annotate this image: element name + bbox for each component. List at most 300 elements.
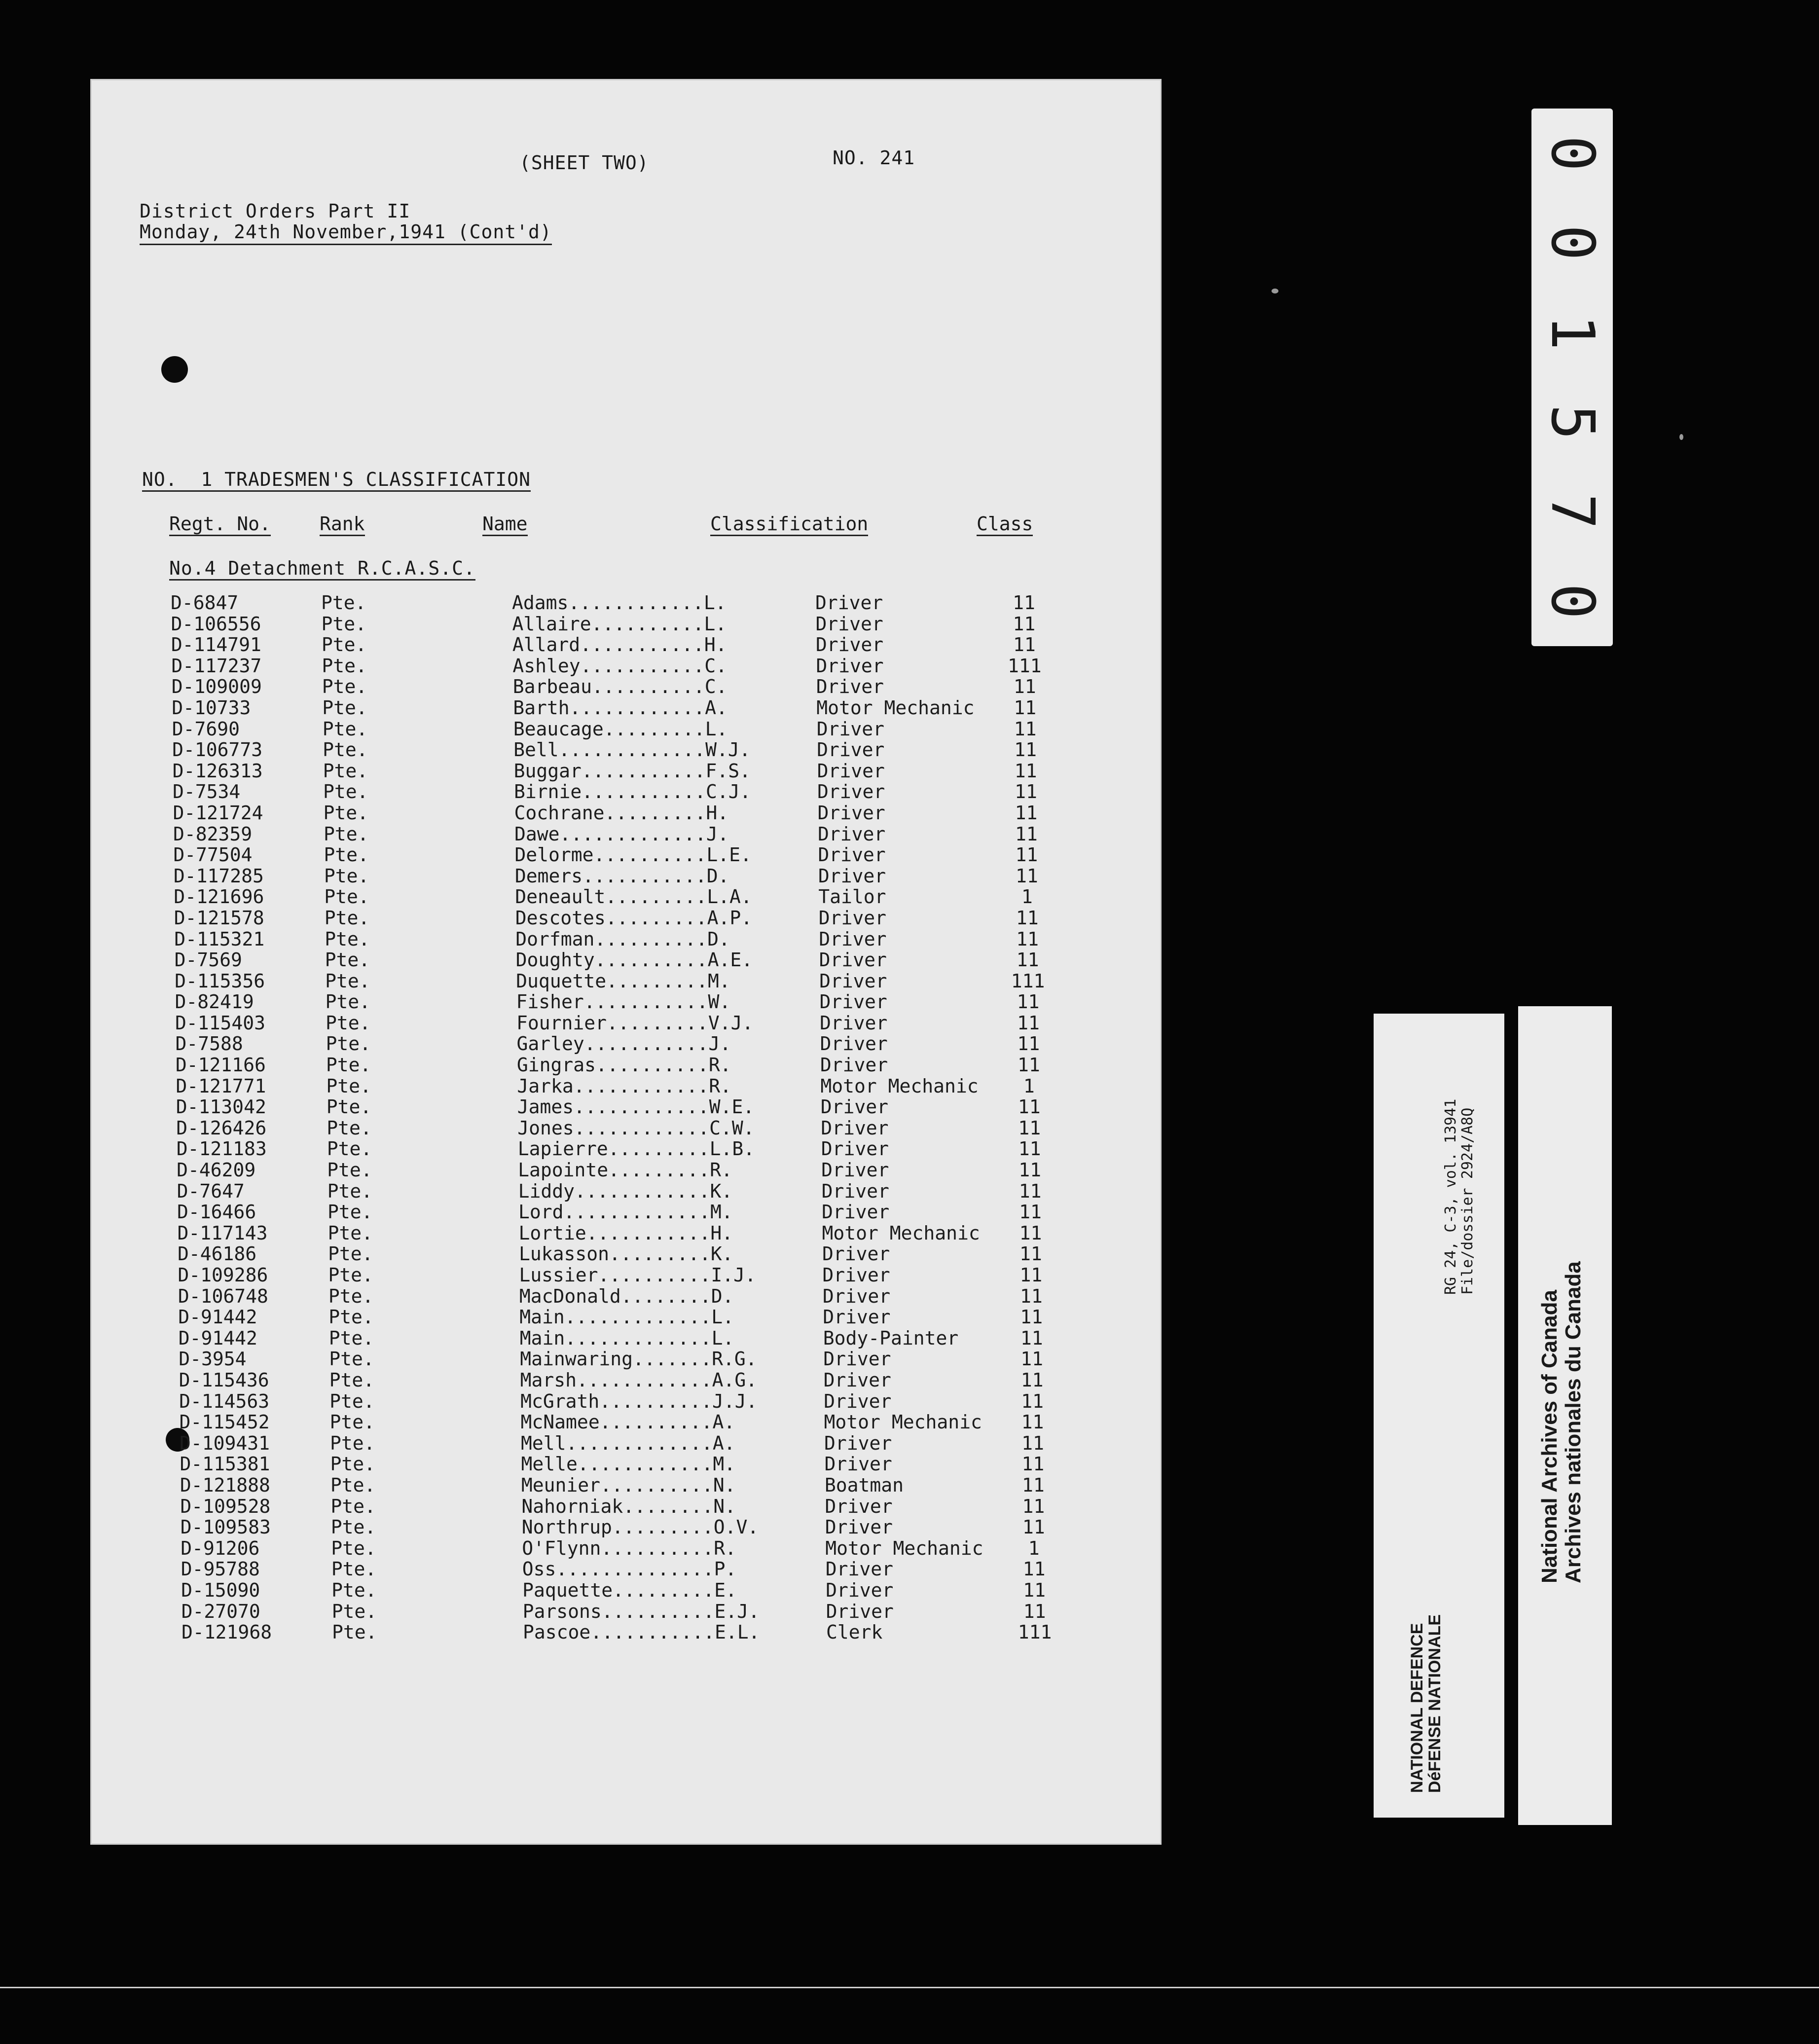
- rank-cell: Pte.: [330, 1453, 375, 1475]
- national-archives-label: [1518, 1006, 1612, 1825]
- rank-cell: Pte.: [329, 1369, 375, 1391]
- class-cell: 11: [1020, 1348, 1044, 1370]
- regt-cell: D-121696: [174, 886, 264, 908]
- regt-cell: D-3954: [179, 1348, 247, 1370]
- name-cell: Ashley...........C.: [512, 655, 728, 677]
- regt-cell: D-10733: [172, 696, 251, 719]
- class-cell: 11: [1014, 760, 1037, 782]
- rank-cell: Pte.: [330, 1474, 376, 1496]
- table-row: [174, 907, 1136, 928]
- rank-cell: Pte.: [325, 970, 370, 992]
- rank-cell: Pte.: [324, 907, 370, 929]
- regt-cell: D-109583: [180, 1516, 271, 1538]
- class-cell: 11: [1018, 1054, 1040, 1076]
- class-cell: 11: [1017, 991, 1040, 1013]
- film-speck: [1272, 289, 1278, 293]
- regt-cell: D-121183: [176, 1138, 267, 1160]
- name-cell: Nahorniak........N.: [521, 1495, 736, 1517]
- classification-cell: Driver: [820, 1012, 888, 1034]
- regt-cell: D-117237: [171, 655, 262, 677]
- rank-cell: Pte.: [329, 1390, 375, 1412]
- name-cell: Cochrane.........H.: [514, 802, 729, 824]
- name-cell: Paquette.........E.: [522, 1579, 737, 1601]
- name-cell: Lapointe.........R.: [518, 1159, 732, 1181]
- table-row: [178, 1306, 1140, 1327]
- table-row: [173, 844, 1135, 865]
- classification-cell: Driver: [817, 802, 885, 824]
- classification-cell: Driver: [818, 844, 886, 866]
- rank-cell: Pte.: [322, 696, 367, 719]
- nd-line2: DéFENSE NATIONALE: [1425, 1614, 1444, 1793]
- rank-cell: Pte.: [328, 1306, 374, 1328]
- classification-cell: Driver: [821, 1117, 889, 1139]
- nd-line1: NATIONAL DEFENCE: [1408, 1623, 1426, 1793]
- name-cell: Lukasson.........K.: [518, 1243, 733, 1265]
- rank-cell: Pte.: [324, 865, 369, 887]
- class-cell: 11: [1014, 696, 1037, 719]
- rank-cell: Pte.: [321, 613, 366, 635]
- name-cell: Lapierre.........L.B.: [517, 1138, 755, 1160]
- rank-cell: Pte.: [331, 1579, 377, 1601]
- regt-cell: D-121166: [175, 1054, 266, 1076]
- name-cell: Jarka............R.: [517, 1075, 732, 1097]
- regt-cell: D-115403: [175, 1012, 266, 1034]
- table-row: [172, 739, 1134, 760]
- name-cell: Barbeau..........C.: [512, 676, 728, 698]
- table-row: [179, 1348, 1140, 1369]
- classification-cell: Driver: [825, 1516, 893, 1538]
- column-header-name: Name: [482, 513, 528, 536]
- regt-cell: D-109431: [180, 1432, 270, 1454]
- name-cell: Adams............L.: [512, 592, 727, 614]
- table-row: [178, 1264, 1139, 1285]
- table-row: [175, 1012, 1137, 1033]
- rank-cell: Pte.: [330, 1432, 375, 1454]
- name-cell: McGrath..........J.J.: [520, 1390, 758, 1412]
- regt-cell: D-109528: [180, 1495, 271, 1517]
- table-row: [175, 991, 1137, 1012]
- table-row: [179, 1327, 1140, 1349]
- regt-cell: D-91442: [178, 1327, 257, 1349]
- regt-cell: D-6847: [171, 592, 239, 614]
- name-cell: Doughty..........A.E.: [515, 949, 753, 971]
- name-cell: Jones............C.W.: [517, 1117, 755, 1139]
- rank-cell: Pte.: [325, 991, 371, 1013]
- class-cell: 11: [1017, 1012, 1040, 1034]
- rank-cell: Pte.: [323, 823, 369, 845]
- name-cell: Dorfman..........D.: [515, 928, 730, 950]
- rank-cell: Pte.: [332, 1621, 377, 1643]
- table-row: [181, 1558, 1143, 1579]
- class-cell: 11: [1014, 739, 1037, 761]
- classification-cell: Driver: [816, 718, 884, 740]
- rank-cell: Pte.: [327, 1117, 372, 1139]
- rank-cell: Pte.: [331, 1537, 376, 1559]
- table-row: [171, 592, 1132, 613]
- table-row: [177, 1138, 1138, 1159]
- classification-cell: Driver: [820, 1054, 888, 1076]
- classification-cell: Driver: [822, 1285, 891, 1307]
- table-row: [174, 928, 1136, 949]
- table-row: [176, 1096, 1138, 1117]
- table-row: [176, 1054, 1137, 1075]
- table-row: [172, 718, 1134, 739]
- classification-cell: Driver: [815, 592, 883, 614]
- regt-cell: D-77504: [173, 844, 253, 866]
- roster-table: [171, 592, 1132, 1642]
- rank-cell: Pte.: [327, 1159, 372, 1181]
- regt-cell: D-126313: [172, 760, 263, 782]
- class-cell: 11: [1018, 1117, 1041, 1139]
- name-cell: James............W.E.: [517, 1096, 755, 1118]
- table-row: [171, 634, 1133, 655]
- rank-cell: Pte.: [326, 1012, 371, 1034]
- classification-cell: Driver: [823, 1348, 891, 1370]
- name-cell: Melle............M.: [521, 1453, 736, 1475]
- document-page: [90, 79, 1162, 1845]
- rank-cell: Pte.: [324, 844, 369, 866]
- table-row: [181, 1537, 1142, 1559]
- na-line2: Archives nationales du Canada: [1561, 1261, 1585, 1583]
- regt-cell: D-115436: [179, 1369, 269, 1391]
- class-cell: 11: [1020, 1369, 1044, 1391]
- name-cell: Birnie...........C.J.: [514, 781, 751, 803]
- class-cell: 11: [1023, 1579, 1046, 1601]
- name-cell: Beaucage.........L.: [513, 718, 728, 740]
- name-cell: Lortie...........H.: [518, 1222, 733, 1244]
- class-cell: 11: [1021, 1411, 1044, 1433]
- table-row: [181, 1516, 1142, 1537]
- table-row: [175, 949, 1136, 970]
- regt-cell: D-82419: [175, 991, 254, 1013]
- rank-cell: Pte.: [327, 1201, 373, 1223]
- rank-cell: Pte.: [321, 592, 366, 614]
- film-speck: [1679, 434, 1683, 440]
- order-number: NO. 241: [833, 147, 915, 169]
- regt-cell: D-46209: [177, 1159, 256, 1181]
- punch-hole: [161, 356, 188, 383]
- regt-cell: D-121724: [173, 802, 263, 824]
- rank-cell: Pte.: [329, 1411, 375, 1433]
- classification-cell: Driver: [818, 865, 886, 887]
- regt-cell: D-121771: [176, 1075, 266, 1097]
- regt-cell: D-114563: [179, 1390, 270, 1412]
- regt-cell: D-82359: [173, 823, 253, 845]
- rank-cell: Pte.: [328, 1264, 373, 1286]
- classification-cell: Motor Mechanic: [825, 1537, 983, 1559]
- classification-cell: Boatman: [824, 1474, 904, 1496]
- table-row: [172, 697, 1133, 718]
- table-row: [174, 886, 1135, 907]
- table-row: [178, 1243, 1139, 1264]
- class-cell: 11: [1019, 1222, 1042, 1244]
- rank-cell: Pte.: [323, 781, 368, 803]
- rank-cell: Pte.: [326, 1054, 371, 1076]
- table-row: [172, 676, 1133, 697]
- classification-cell: Motor Mechanic: [820, 1075, 979, 1097]
- classification-cell: Tailor: [818, 886, 886, 908]
- rank-cell: Pte.: [322, 718, 368, 740]
- class-cell: 1: [1021, 886, 1033, 908]
- class-cell: 11: [1016, 928, 1039, 950]
- name-cell: Bell.............W.J.: [513, 739, 751, 761]
- rank-cell: Pte.: [323, 739, 368, 761]
- classification-cell: Driver: [821, 1159, 889, 1181]
- class-cell: 11: [1021, 1432, 1044, 1454]
- table-row: [175, 970, 1136, 991]
- class-cell: 11: [1019, 1180, 1042, 1202]
- classification-cell: Driver: [818, 907, 887, 929]
- class-cell: 111: [1011, 970, 1045, 992]
- archival-reference: [1443, 1099, 1476, 1295]
- classification-cell: Body-Painter: [823, 1327, 959, 1349]
- regt-cell: D-27070: [181, 1600, 260, 1622]
- class-cell: 11: [1013, 592, 1035, 614]
- regt-cell: D-46186: [177, 1243, 257, 1265]
- section-heading: NO. 1 TRADESMEN'S CLASSIFICATION: [142, 469, 531, 492]
- name-cell: Duquette.........M.: [516, 970, 730, 992]
- class-cell: 11: [1021, 1390, 1044, 1412]
- table-row: [182, 1621, 1143, 1642]
- name-cell: Gingras..........R.: [516, 1054, 731, 1076]
- regt-cell: D-7588: [175, 1033, 243, 1055]
- table-row: [181, 1579, 1143, 1601]
- class-cell: 1: [1028, 1537, 1040, 1559]
- classification-cell: Driver: [820, 1033, 888, 1055]
- regt-cell: D-126426: [176, 1117, 267, 1139]
- classification-cell: Driver: [826, 1579, 894, 1601]
- rank-cell: Pte.: [327, 1222, 373, 1244]
- name-cell: Allaire..........L.: [512, 613, 727, 635]
- reel-digit: 1: [1538, 315, 1607, 351]
- classification-cell: Driver: [824, 1390, 892, 1412]
- class-cell: 11: [1015, 781, 1037, 803]
- microfilm-reel-strip: [1531, 109, 1613, 646]
- regt-cell: D-114791: [171, 634, 261, 656]
- class-cell: 11: [1013, 634, 1036, 656]
- table-row: [180, 1496, 1142, 1517]
- reel-digit: 0: [1538, 583, 1607, 620]
- rank-cell: Pte.: [326, 1096, 372, 1118]
- class-cell: 11: [1015, 802, 1038, 824]
- name-cell: Deneault.........L.A.: [515, 886, 752, 908]
- regt-cell: D-115321: [174, 928, 265, 950]
- name-cell: Descotes.........A.P.: [515, 907, 753, 929]
- class-cell: 11: [1020, 1306, 1043, 1328]
- classification-cell: Motor Mechanic: [822, 1222, 980, 1244]
- table-row: [171, 613, 1132, 634]
- regt-cell: D-117143: [177, 1222, 268, 1244]
- classification-cell: Motor Mechanic: [824, 1411, 982, 1433]
- column-header-classification: Classification: [710, 513, 868, 536]
- rank-cell: Pte.: [331, 1558, 377, 1580]
- table-row: [176, 1117, 1138, 1138]
- table-row: [182, 1601, 1143, 1622]
- regt-cell: D-16466: [177, 1201, 256, 1223]
- table-row: [178, 1222, 1139, 1243]
- table-row: [177, 1180, 1139, 1202]
- ref-line1: RG 24, C-3, vol. 13941: [1442, 1098, 1459, 1295]
- class-cell: 11: [1015, 865, 1038, 887]
- table-row: [180, 1453, 1141, 1474]
- name-cell: MacDonald........D.: [519, 1285, 734, 1307]
- rank-cell: Pte.: [324, 886, 369, 908]
- orders-date: Monday, 24th November,1941 (Cont'd): [140, 221, 552, 245]
- name-cell: Dawe.............J.: [514, 823, 729, 845]
- sheet-label: (SHEET TWO): [519, 152, 649, 174]
- rank-cell: Pte.: [322, 676, 367, 698]
- regt-cell: D-7647: [177, 1180, 245, 1202]
- rank-cell: Pte.: [327, 1138, 372, 1160]
- rank-cell: Pte.: [326, 1033, 371, 1055]
- rank-cell: Pte.: [327, 1243, 373, 1265]
- classification-cell: Driver: [819, 928, 887, 950]
- regt-cell: D-7534: [173, 781, 241, 803]
- classification-cell: Driver: [823, 1306, 891, 1328]
- rank-cell: Pte.: [330, 1516, 376, 1538]
- regt-cell: D-121578: [174, 907, 264, 929]
- class-cell: 111: [1018, 1621, 1052, 1643]
- national-defence-text: [1408, 1614, 1444, 1793]
- rank-cell: Pte.: [326, 1075, 371, 1097]
- regt-cell: D-121888: [180, 1474, 270, 1496]
- classification-cell: Driver: [822, 1264, 890, 1286]
- national-archives-text: [1538, 1261, 1585, 1583]
- classification-cell: Driver: [825, 1495, 893, 1517]
- name-cell: Allard...........H.: [512, 634, 727, 656]
- class-cell: 11: [1014, 718, 1037, 740]
- name-cell: Meunier..........N.: [521, 1474, 736, 1496]
- rank-cell: Pte.: [325, 928, 370, 950]
- name-cell: Delorme..........L.E.: [514, 844, 752, 866]
- rank-cell: Pte.: [329, 1348, 374, 1370]
- ref-line2: File/dossier 2924/A8Q: [1459, 1107, 1476, 1295]
- table-row: [178, 1285, 1140, 1307]
- name-cell: Buggar...........F.S.: [513, 760, 751, 782]
- class-cell: 11: [1013, 676, 1036, 698]
- classification-cell: Driver: [822, 1201, 890, 1223]
- classification-cell: Driver: [821, 1180, 889, 1202]
- classification-cell: Driver: [826, 1600, 894, 1622]
- classification-cell: Driver: [817, 739, 885, 761]
- regt-cell: D-121968: [182, 1621, 272, 1643]
- classification-cell: Driver: [820, 1096, 889, 1118]
- regt-cell: D-95788: [181, 1558, 260, 1580]
- detachment-heading: No.4 Detachment R.C.A.S.C.: [169, 557, 475, 581]
- name-cell: Parsons..........E.J.: [522, 1600, 760, 1622]
- name-cell: Lussier..........I.J.: [519, 1264, 756, 1286]
- class-cell: 11: [1015, 844, 1038, 866]
- classification-cell: Driver: [816, 655, 884, 677]
- class-cell: 11: [1023, 1600, 1046, 1622]
- table-row: [173, 802, 1135, 823]
- class-cell: 1: [1023, 1075, 1035, 1097]
- table-row: [171, 655, 1133, 676]
- rank-cell: Pte.: [321, 634, 367, 656]
- table-row: [177, 1159, 1138, 1180]
- classification-cell: Driver: [825, 1558, 893, 1580]
- rank-cell: Pte.: [322, 655, 367, 677]
- table-row: [179, 1390, 1141, 1412]
- rank-cell: Pte.: [325, 949, 370, 971]
- class-cell: 11: [1019, 1201, 1042, 1223]
- column-header-rank: Rank: [320, 513, 365, 536]
- name-cell: Demers...........D.: [514, 865, 729, 887]
- table-row: [176, 1075, 1137, 1096]
- regt-cell: D-113042: [176, 1096, 266, 1118]
- name-cell: Main.............L.: [519, 1327, 734, 1349]
- column-header-regt: Regt. No.: [169, 513, 271, 536]
- table-row: [175, 1033, 1137, 1054]
- class-cell: 11: [1019, 1285, 1043, 1307]
- class-cell: 11: [1019, 1243, 1042, 1265]
- classification-cell: Driver: [815, 634, 884, 656]
- table-row: [173, 823, 1135, 844]
- table-row: [174, 865, 1135, 886]
- name-cell: Northrup.........O.V.: [521, 1516, 759, 1538]
- name-cell: O'Flynn..........R.: [522, 1537, 736, 1559]
- regt-cell: D-7690: [172, 718, 240, 740]
- class-cell: 11: [1022, 1495, 1045, 1517]
- table-row: [179, 1369, 1141, 1390]
- rank-cell: Pte.: [328, 1327, 374, 1349]
- name-cell: Marsh............A.G.: [520, 1369, 758, 1391]
- class-cell: 11: [1019, 1264, 1043, 1286]
- name-cell: Barth............A.: [513, 696, 728, 719]
- classification-cell: Driver: [822, 1243, 890, 1265]
- class-cell: 11: [1022, 1474, 1045, 1496]
- national-defence-label: [1374, 1014, 1504, 1818]
- regt-cell: D-115381: [180, 1453, 270, 1475]
- classification-cell: Driver: [819, 949, 887, 971]
- class-cell: 11: [1018, 1138, 1041, 1160]
- regt-cell: D-7569: [174, 949, 242, 971]
- name-cell: Main.............L.: [519, 1306, 734, 1328]
- classification-cell: Driver: [824, 1432, 892, 1454]
- class-cell: 11: [1019, 1159, 1042, 1181]
- regt-cell: D-117285: [173, 865, 264, 887]
- table-row: [180, 1411, 1141, 1432]
- classification-cell: Driver: [817, 760, 885, 782]
- class-cell: 11: [1017, 1033, 1040, 1055]
- classification-cell: Driver: [817, 823, 886, 845]
- name-cell: Oss..............P.: [522, 1558, 737, 1580]
- classification-cell: Driver: [821, 1138, 889, 1160]
- name-cell: McNamee..........A.: [520, 1411, 735, 1433]
- class-cell: 11: [1013, 613, 1036, 635]
- classification-cell: Driver: [823, 1369, 891, 1391]
- classification-cell: Driver: [815, 613, 883, 635]
- regt-cell: D-106556: [171, 613, 261, 635]
- reel-digit: 5: [1538, 404, 1607, 440]
- classification-cell: Driver: [819, 991, 887, 1013]
- table-row: [173, 760, 1134, 781]
- name-cell: Mell.............A.: [521, 1432, 735, 1454]
- name-cell: Liddy............K.: [518, 1180, 733, 1202]
- class-cell: 11: [1015, 823, 1038, 845]
- regt-cell: D-106748: [178, 1285, 268, 1307]
- rank-cell: Pte.: [331, 1600, 377, 1622]
- rank-cell: Pte.: [323, 760, 368, 782]
- table-row: [177, 1201, 1139, 1222]
- column-header-class: Class: [977, 513, 1033, 536]
- classification-cell: Motor Mechanic: [816, 696, 975, 719]
- rank-cell: Pte.: [328, 1285, 374, 1307]
- classification-cell: Driver: [816, 676, 884, 698]
- table-row: [180, 1474, 1142, 1496]
- name-cell: Pascoe...........E.L.: [523, 1621, 760, 1643]
- name-cell: Mainwaring.......R.G.: [520, 1348, 757, 1370]
